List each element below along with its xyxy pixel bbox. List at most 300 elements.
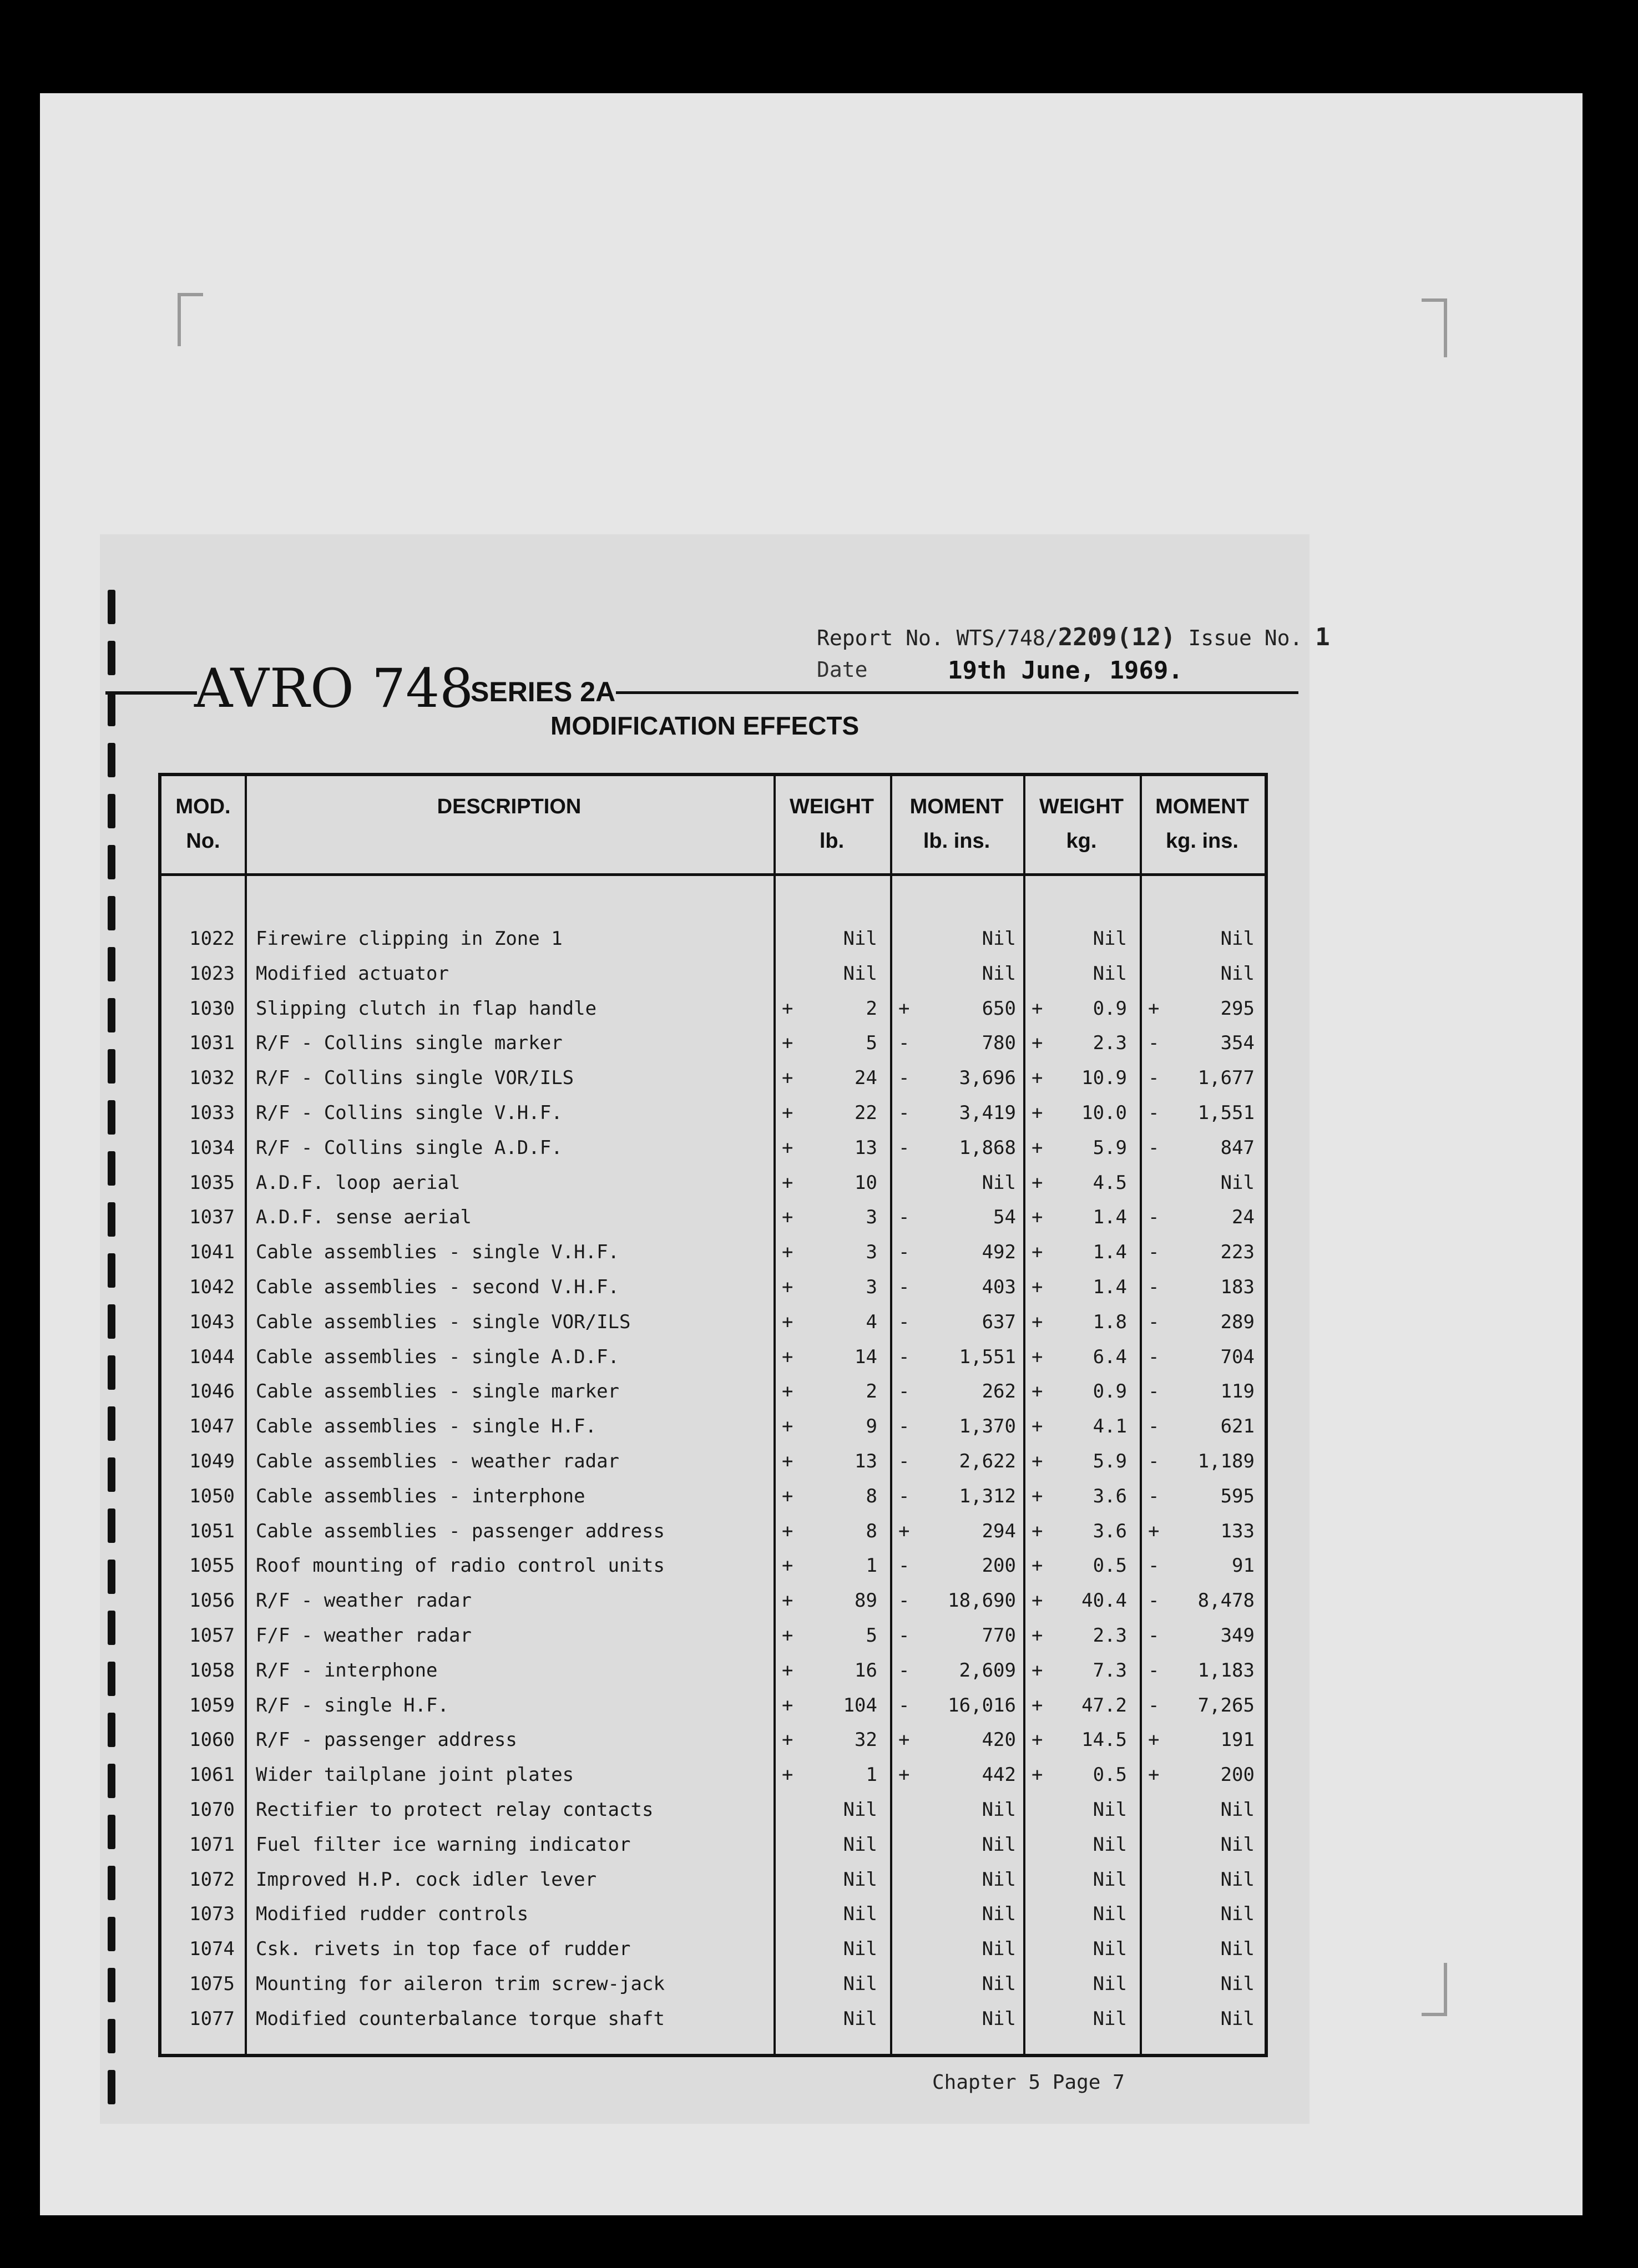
wlb-value: 1: [866, 1764, 877, 1786]
mlb-sign: -: [898, 1241, 910, 1264]
wlb-value: Nil: [843, 1973, 877, 1995]
mod-number: 1030: [189, 997, 235, 1020]
table-row: [161, 1967, 1265, 2001]
mod-number: 1023: [189, 962, 235, 985]
wlb-sign: +: [782, 1171, 793, 1194]
wlb-sign: +: [782, 1241, 793, 1264]
wkg-sign: +: [1032, 1171, 1043, 1194]
header-line-2: lb. ins.: [923, 829, 990, 853]
table-row: [161, 1548, 1265, 1583]
mod-description: Cable assemblies - passenger address: [256, 1520, 665, 1542]
wlb-sign: +: [782, 1102, 793, 1124]
binding-hole: [108, 1917, 115, 1951]
mlb-sign: -: [898, 1136, 910, 1159]
table-row: [161, 1758, 1265, 1792]
mlb-sign: -: [898, 1659, 910, 1682]
mkg-sign: +: [1148, 1520, 1160, 1542]
wkg-value: Nil: [1093, 962, 1127, 985]
mod-description: Mounting for aileron trim screw-jack: [256, 1973, 665, 1995]
mod-description: Improved H.P. cock idler lever: [256, 1868, 597, 1891]
table-row: [161, 1026, 1265, 1060]
wkg-sign: +: [1032, 1729, 1043, 1751]
mlb-value: Nil: [982, 1903, 1016, 1926]
mlb-value: Nil: [982, 1171, 1016, 1194]
mod-number: 1051: [189, 1520, 235, 1542]
header-line-1: MOD.: [175, 795, 231, 818]
modification-table: [158, 773, 1268, 2057]
binding-hole: [108, 1611, 115, 1645]
table-row: [161, 1653, 1265, 1688]
mkg-value: 133: [1220, 1520, 1255, 1542]
header-line-1: MOMENT: [1155, 795, 1249, 818]
binding-hole: [108, 1560, 115, 1594]
table-row: [161, 1340, 1265, 1374]
wlb-value: 8: [866, 1485, 877, 1507]
mod-number: 1032: [189, 1067, 235, 1090]
mod-number: 1071: [189, 1833, 235, 1856]
wlb-value: Nil: [843, 1903, 877, 1926]
binding-hole: [108, 1508, 115, 1543]
mod-number: 1074: [189, 1938, 235, 1961]
wlb-value: Nil: [843, 2007, 877, 2030]
wkg-sign: +: [1032, 1345, 1043, 1368]
wlb-value: 10: [855, 1171, 877, 1194]
table-row: [161, 1618, 1265, 1653]
table-row: [161, 1200, 1265, 1234]
mlb-sign: -: [898, 1624, 910, 1647]
mod-number: 1057: [189, 1624, 235, 1647]
wkg-value: 0.9: [1093, 1380, 1127, 1403]
wkg-sign: +: [1032, 1589, 1043, 1612]
mod-description: R/F - passenger address: [256, 1729, 517, 1751]
mod-number: 1035: [189, 1171, 235, 1194]
mlb-value: 54: [993, 1206, 1016, 1229]
page-footer: Chapter 5 Page 7: [932, 2071, 1125, 2094]
series-label: SERIES 2A: [471, 676, 616, 707]
wlb-sign: +: [782, 1555, 793, 1577]
mkg-value: 8,478: [1197, 1589, 1255, 1612]
wlb-value: 5: [866, 1032, 877, 1055]
mkg-sign: -: [1148, 1380, 1160, 1403]
wkg-value: 1.4: [1093, 1206, 1127, 1229]
binding-hole: [108, 1202, 115, 1237]
wkg-value: 3.6: [1093, 1485, 1127, 1507]
mod-description: Wider tailplane joint plates: [256, 1764, 574, 1786]
header-line-2: No.: [186, 829, 220, 853]
table-row: [161, 1862, 1265, 1897]
mod-number: 1031: [189, 1032, 235, 1055]
binding-hole: [108, 2070, 115, 2104]
mod-number: 1072: [189, 1868, 235, 1891]
mlb-value: 492: [982, 1241, 1016, 1264]
mlb-sign: -: [898, 1276, 910, 1298]
binding-hole: [108, 1815, 115, 1849]
mod-description: Cable assemblies - single A.D.F.: [256, 1345, 620, 1368]
mod-number: 1075: [189, 1973, 235, 1995]
header-divider: [161, 873, 1265, 876]
mod-number: 1042: [189, 1276, 235, 1298]
mod-description: A.D.F. loop aerial: [256, 1171, 461, 1194]
mlb-value: Nil: [982, 1833, 1016, 1856]
wkg-sign: +: [1032, 997, 1043, 1020]
mod-description: R/F - interphone: [256, 1659, 438, 1682]
wlb-value: 14: [855, 1345, 877, 1368]
mkg-sign: -: [1148, 1589, 1160, 1612]
wlb-sign: +: [782, 1067, 793, 1090]
wkg-sign: +: [1032, 1136, 1043, 1159]
wkg-sign: +: [1032, 1694, 1043, 1717]
table-row: [161, 1374, 1265, 1409]
wkg-value: Nil: [1093, 1833, 1127, 1856]
report-number-line: [817, 623, 1330, 651]
wkg-value: 0.5: [1093, 1555, 1127, 1577]
mlb-sign: +: [898, 1729, 910, 1751]
wkg-value: Nil: [1093, 2007, 1127, 2030]
mlb-sign: -: [898, 1415, 910, 1438]
binding-hole: [108, 794, 115, 828]
mlb-sign: -: [898, 1102, 910, 1124]
wkg-value: 0.5: [1093, 1764, 1127, 1786]
mod-description: Cable assemblies - single marker: [256, 1380, 620, 1403]
document-page: [100, 534, 1330, 2124]
wkg-value: 5.9: [1093, 1136, 1127, 1159]
wlb-sign: +: [782, 1520, 793, 1542]
table-row: [161, 1166, 1265, 1200]
table-row: [161, 1827, 1265, 1862]
table-row: [161, 1235, 1265, 1269]
mod-description: Slipping clutch in flap handle: [256, 997, 597, 1020]
date-value: 19th June, 1969.: [948, 656, 1183, 685]
wlb-value: 22: [855, 1102, 877, 1124]
wlb-sign: +: [782, 1764, 793, 1786]
wlb-sign: +: [782, 1589, 793, 1612]
header-line-1: MOMENT: [909, 795, 1004, 818]
column-header-moment-lb-ins: [890, 776, 1023, 873]
mlb-value: 650: [982, 997, 1016, 1020]
wlb-value: Nil: [843, 928, 877, 950]
mkg-value: 349: [1220, 1624, 1255, 1647]
wkg-sign: +: [1032, 1276, 1043, 1298]
binding-hole: [108, 641, 115, 675]
binding-hole: [108, 1968, 115, 2002]
column-header-mod-no: [161, 776, 245, 873]
column-header-weight-kg: [1023, 776, 1140, 873]
wlb-sign: +: [782, 1380, 793, 1403]
mod-description: Cable assemblies - interphone: [256, 1485, 585, 1507]
mlb-sign: -: [898, 1694, 910, 1717]
wkg-value: 10.9: [1081, 1067, 1127, 1090]
wlb-value: Nil: [843, 1938, 877, 1961]
mkg-value: 183: [1220, 1276, 1255, 1298]
date-line: [817, 657, 868, 682]
corner-mark-top-right: [1422, 298, 1447, 357]
wkg-sign: +: [1032, 1032, 1043, 1055]
header-line-1: DESCRIPTION: [437, 795, 582, 818]
wkg-sign: +: [1032, 1555, 1043, 1577]
mlb-value: 770: [982, 1624, 1016, 1647]
mkg-value: Nil: [1220, 1938, 1255, 1961]
wkg-value: 14.5: [1081, 1729, 1127, 1751]
mkg-value: Nil: [1220, 1868, 1255, 1891]
binding-hole: [108, 1764, 115, 1798]
wkg-sign: +: [1032, 1067, 1043, 1090]
table-row: [161, 1096, 1265, 1130]
wkg-sign: +: [1032, 1102, 1043, 1124]
wkg-value: 1.8: [1093, 1310, 1127, 1333]
mkg-value: Nil: [1220, 1171, 1255, 1194]
mlb-sign: -: [898, 1345, 910, 1368]
mod-number: 1022: [189, 928, 235, 950]
mkg-value: 704: [1220, 1345, 1255, 1368]
mod-description: Fuel filter ice warning indicator: [256, 1833, 631, 1856]
mlb-sign: -: [898, 1206, 910, 1229]
table-row: [161, 1514, 1265, 1548]
table-row: [161, 1305, 1265, 1339]
wlb-sign: +: [782, 1206, 793, 1229]
wlb-value: 9: [866, 1415, 877, 1438]
binding-hole: [108, 1866, 115, 1900]
mod-number: 1060: [189, 1729, 235, 1751]
mlb-value: Nil: [982, 2007, 1016, 2030]
mod-number: 1077: [189, 2007, 235, 2030]
mlb-sign: -: [898, 1485, 910, 1507]
mlb-value: 403: [982, 1276, 1016, 1298]
header-line-2: kg. ins.: [1166, 829, 1238, 853]
wkg-value: 3.6: [1093, 1520, 1127, 1542]
mod-number: 1046: [189, 1380, 235, 1403]
wlb-sign: +: [782, 1276, 793, 1298]
wkg-value: 6.4: [1093, 1345, 1127, 1368]
mkg-sign: -: [1148, 1415, 1160, 1438]
binding-hole: [108, 2019, 115, 2053]
mkg-value: 200: [1220, 1764, 1255, 1786]
mod-description: A.D.F. sense aerial: [256, 1206, 472, 1229]
wlb-value: 13: [855, 1136, 877, 1159]
wlb-value: 4: [866, 1310, 877, 1333]
mlb-sign: -: [898, 1032, 910, 1055]
binding-hole: [108, 1713, 115, 1747]
photographed-sheet: [40, 93, 1583, 2215]
report-number: 2209(12): [1058, 623, 1176, 651]
mkg-value: 24: [1232, 1206, 1255, 1229]
wkg-value: 1.4: [1093, 1241, 1127, 1264]
mlb-value: 1,312: [959, 1485, 1016, 1507]
mod-description: R/F - weather radar: [256, 1589, 472, 1612]
table-row: [161, 1897, 1265, 1931]
mlb-value: 780: [982, 1032, 1016, 1055]
wlb-value: 5: [866, 1624, 877, 1647]
wkg-sign: +: [1032, 1310, 1043, 1333]
wkg-sign: +: [1032, 1659, 1043, 1682]
binding-hole: [108, 590, 115, 624]
mlb-value: 262: [982, 1380, 1016, 1403]
wlb-sign: +: [782, 1415, 793, 1438]
binding-hole: [108, 1457, 115, 1492]
mkg-sign: -: [1148, 1450, 1160, 1472]
mlb-value: 16,016: [948, 1694, 1016, 1717]
mod-description: F/F - weather radar: [256, 1624, 472, 1647]
mod-description: Cable assemblies - weather radar: [256, 1450, 620, 1472]
wlb-sign: +: [782, 1136, 793, 1159]
mkg-value: Nil: [1220, 928, 1255, 950]
mkg-sign: -: [1148, 1032, 1160, 1055]
wlb-value: Nil: [843, 1799, 877, 1821]
mod-number: 1058: [189, 1659, 235, 1682]
mod-number: 1055: [189, 1555, 235, 1577]
mod-number: 1073: [189, 1903, 235, 1926]
column-header-moment-kg-ins: [1140, 776, 1265, 873]
wlb-value: 104: [843, 1694, 877, 1717]
wlb-value: 3: [866, 1206, 877, 1229]
date-label: Date: [817, 657, 868, 682]
mkg-value: 1,189: [1197, 1450, 1255, 1472]
binding-hole: [108, 845, 115, 879]
mlb-sign: -: [898, 1310, 910, 1333]
mod-number: 1034: [189, 1136, 235, 1159]
mod-number: 1041: [189, 1241, 235, 1264]
mkg-value: 621: [1220, 1415, 1255, 1438]
wlb-value: 8: [866, 1520, 877, 1542]
wkg-value: Nil: [1093, 1973, 1127, 1995]
wkg-value: 1.4: [1093, 1276, 1127, 1298]
table-row: [161, 1479, 1265, 1513]
wkg-sign: +: [1032, 1450, 1043, 1472]
wkg-value: Nil: [1093, 1799, 1127, 1821]
mkg-value: 119: [1220, 1380, 1255, 1403]
mlb-value: Nil: [982, 1938, 1016, 1961]
table-row: [161, 956, 1265, 991]
mkg-value: 1,677: [1197, 1067, 1255, 1090]
mkg-value: 847: [1220, 1136, 1255, 1159]
wkg-value: Nil: [1093, 928, 1127, 950]
mkg-value: Nil: [1220, 962, 1255, 985]
title-rule-left: [105, 691, 197, 695]
page-title: MODIFICATION EFFECTS: [550, 711, 860, 740]
wkg-sign: +: [1032, 1241, 1043, 1264]
mlb-sign: -: [898, 1589, 910, 1612]
mkg-value: Nil: [1220, 2007, 1255, 2030]
mkg-value: 7,265: [1197, 1694, 1255, 1717]
wlb-value: 2: [866, 1380, 877, 1403]
binding-hole: [108, 1151, 115, 1186]
table-row: [161, 1409, 1265, 1444]
wlb-value: 13: [855, 1450, 877, 1472]
wlb-sign: +: [782, 1310, 793, 1333]
wlb-sign: +: [782, 1032, 793, 1055]
mod-description: Modified rudder controls: [256, 1903, 529, 1926]
mlb-value: 442: [982, 1764, 1016, 1786]
mkg-sign: +: [1148, 997, 1160, 1020]
mlb-value: 637: [982, 1310, 1016, 1333]
mkg-sign: -: [1148, 1102, 1160, 1124]
corner-mark-bottom-right: [1422, 1963, 1447, 2016]
binding-hole: [108, 1406, 115, 1441]
mkg-value: Nil: [1220, 1833, 1255, 1856]
mlb-value: 1,868: [959, 1136, 1016, 1159]
wlb-value: 3: [866, 1276, 877, 1298]
mlb-value: Nil: [982, 962, 1016, 985]
corner-mark-top-left: [178, 293, 203, 346]
mod-number: 1050: [189, 1485, 235, 1507]
table-row: [161, 1444, 1265, 1479]
table-row: [161, 922, 1265, 956]
wlb-sign: +: [782, 1624, 793, 1647]
column-header-description: [245, 776, 774, 873]
binding-hole: [108, 692, 115, 726]
mod-number: 1056: [189, 1589, 235, 1612]
wkg-value: 4.1: [1093, 1415, 1127, 1438]
mlb-value: Nil: [982, 1973, 1016, 1995]
wlb-sign: +: [782, 997, 793, 1020]
mkg-sign: -: [1148, 1345, 1160, 1368]
wlb-sign: +: [782, 1694, 793, 1717]
mod-number: 1047: [189, 1415, 235, 1438]
mlb-value: 2,622: [959, 1450, 1016, 1472]
mkg-sign: -: [1148, 1067, 1160, 1090]
mlb-sign: -: [898, 1380, 910, 1403]
mkg-sign: -: [1148, 1485, 1160, 1507]
table-row: [161, 1583, 1265, 1618]
wlb-value: Nil: [843, 962, 877, 985]
wkg-value: 7.3: [1093, 1659, 1127, 1682]
wlb-value: Nil: [843, 1833, 877, 1856]
table-row: [161, 1061, 1265, 1095]
wkg-sign: +: [1032, 1206, 1043, 1229]
mod-description: R/F - Collins single A.D.F.: [256, 1136, 563, 1159]
header-line-2: kg.: [1066, 829, 1097, 853]
mkg-value: 91: [1232, 1555, 1255, 1577]
mod-description: Cable assemblies - second V.H.F.: [256, 1276, 620, 1298]
wlb-sign: +: [782, 1729, 793, 1751]
mkg-sign: -: [1148, 1276, 1160, 1298]
wlb-value: 3: [866, 1241, 877, 1264]
mkg-value: Nil: [1220, 1799, 1255, 1821]
mod-number: 1049: [189, 1450, 235, 1472]
mlb-value: 420: [982, 1729, 1016, 1751]
binding-hole: [108, 743, 115, 777]
brand-title: AVRO: [194, 657, 355, 720]
wlb-value: 89: [855, 1589, 877, 1612]
table-row: [161, 2002, 1265, 2036]
mlb-value: Nil: [982, 1868, 1016, 1891]
table-row: [161, 1932, 1265, 1966]
wkg-value: 47.2: [1081, 1694, 1127, 1717]
binding-hole: [108, 947, 115, 981]
mlb-value: 2,609: [959, 1659, 1016, 1682]
mlb-sign: +: [898, 997, 910, 1020]
wlb-sign: +: [782, 1450, 793, 1472]
model-number: 748: [372, 657, 474, 720]
mod-description: Modified counterbalance torque shaft: [256, 2007, 665, 2030]
mod-description: R/F - Collins single marker: [256, 1032, 563, 1055]
wkg-value: 4.5: [1093, 1171, 1127, 1194]
mod-number: 1043: [189, 1310, 235, 1333]
wkg-sign: +: [1032, 1764, 1043, 1786]
wkg-value: Nil: [1093, 1938, 1127, 1961]
wkg-sign: +: [1032, 1380, 1043, 1403]
mod-description: Roof mounting of radio control units: [256, 1555, 665, 1577]
table-row: [161, 1723, 1265, 1757]
mlb-value: 3,696: [959, 1067, 1016, 1090]
binding-hole: [108, 1049, 115, 1084]
wkg-value: 5.9: [1093, 1450, 1127, 1472]
table-row: [161, 991, 1265, 1026]
issue-label: Issue No.: [1188, 626, 1303, 650]
mod-description: Cable assemblies - single H.F.: [256, 1415, 597, 1438]
wkg-sign: +: [1032, 1415, 1043, 1438]
title-rule-right: [616, 691, 1298, 694]
mlb-value: Nil: [982, 1799, 1016, 1821]
